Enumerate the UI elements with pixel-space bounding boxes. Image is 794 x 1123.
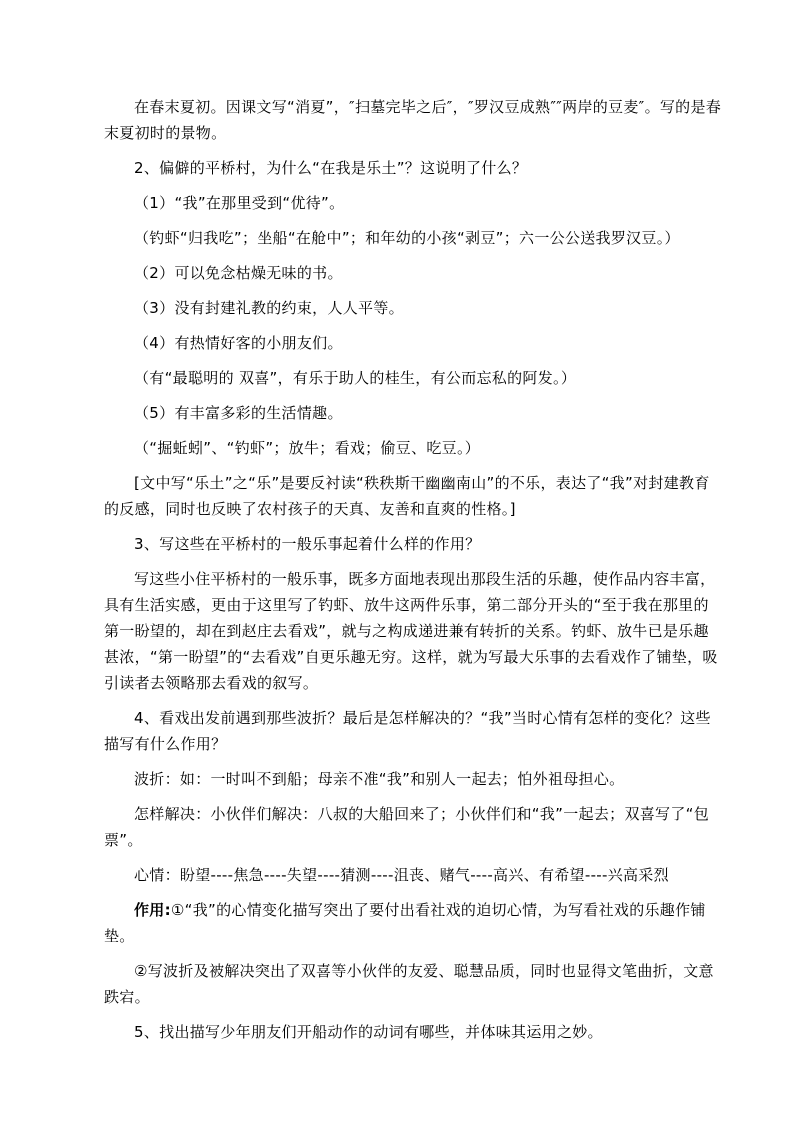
answer-4-resolution: 怎样解决：小伙伴们解决：八叔的大船回来了；小伙伴们和“我”一起去；双喜写了“包票”。 [104,805,710,849]
answer-2-point-4: （4）有热情好客的小朋友们。 [134,334,343,352]
answer-2-point-2: （2）可以免念枯燥无味的书。 [134,264,343,282]
answer-4-effect-1 [104,897,724,949]
answer-2-point-1-note: （钓虾“归我吃”；坐船“在舱中”；和年幼的小孩“剥豆”；六一公公送我罗汉豆。） [134,229,680,247]
effect-label: 作用: [134,901,171,919]
answer-2-point-3: （3）没有封建礼教的约束，人人平等。 [134,299,404,317]
answer-2-summary: [文中写“乐土”之“乐”是要反衬读“秩秩斯干幽幽南山”的不乐，表达了“我”对封建教育的反感，同时也反映了农村孩子的天真、友善和直爽的性格。] [104,474,710,518]
question-3: 3、写这些在平桥村的一般乐事起着什么样的作用？ [134,535,481,553]
paragraph-season-answer: 在春末夏初。因课文写“消夏”，″扫墓完毕之后″，″罗汉豆成熟″″两岸的豆麦″。写的是春末夏初时的景物。 [104,98,722,142]
answer-2-point-4-note: （有“最聪明的 双喜”，有乐于助人的桂生，有公而忘私的阿发。） [134,369,577,387]
answer-3: 写这些小住平桥村的一般乐事，既多方面地表现出那段生活的乐趣，使作品内容丰富，具有生活实感，更由于这里写了钓虾、放牛这两件乐事，第二部分开头的“至于我在那里的第一盼望的，却在到赵庄去看戏”，就与之构成递进兼有转折的关系。钓虾、放牛已是乐趣甚浓，“第一盼望”的“去看戏”自更乐趣无穷。这样，就为写最大乐事的去看戏作了铺垫，吸引读者去领略那去看戏的叙写。 [104,570,718,692]
answer-4-twists: 波折：如：一时叫不到船；母亲不准“我”和别人一起去；怕外祖母担心。 [134,770,625,788]
effect-1-text: ①“我”的心情变化描写突出了要付出看社戏的迫切心情，为写看社戏的乐趣作铺垫。 [104,901,706,945]
question-2: 2、偏僻的平桥村，为什么“在我是乐土”？这说明了什么？ [134,159,528,177]
answer-4-effect-2: ②写波折及被解决突出了双喜等小伙伴的友爱、聪慧品质，同时也显得文笔曲折，文意跌宕。 [104,962,714,1006]
question-4: 4、看戏出发前遇到那些波折？最后是怎样解决的？“我”当时心情有怎样的变化？这些描写有什么作用？ [104,709,711,753]
answer-2-point-5-note: （“掘蚯蚓”、“钓虾”；放牛；看戏；偷豆、吃豆。） [134,439,481,457]
answer-2-point-5: （5）有丰富多彩的生活情趣。 [134,404,343,422]
document-body [104,94,724,1054]
answer-4-mood: 心情：盼望----焦急----失望----猜测----沮丧、赌气----高兴、有希望----兴高采烈 [134,866,669,884]
answer-2-point-1: （1）“我”在那里受到“优待”。 [134,194,345,212]
question-5: 5、找出描写少年朋友们开船动作的动词有哪些，并体味其运用之妙。 [134,1023,603,1041]
